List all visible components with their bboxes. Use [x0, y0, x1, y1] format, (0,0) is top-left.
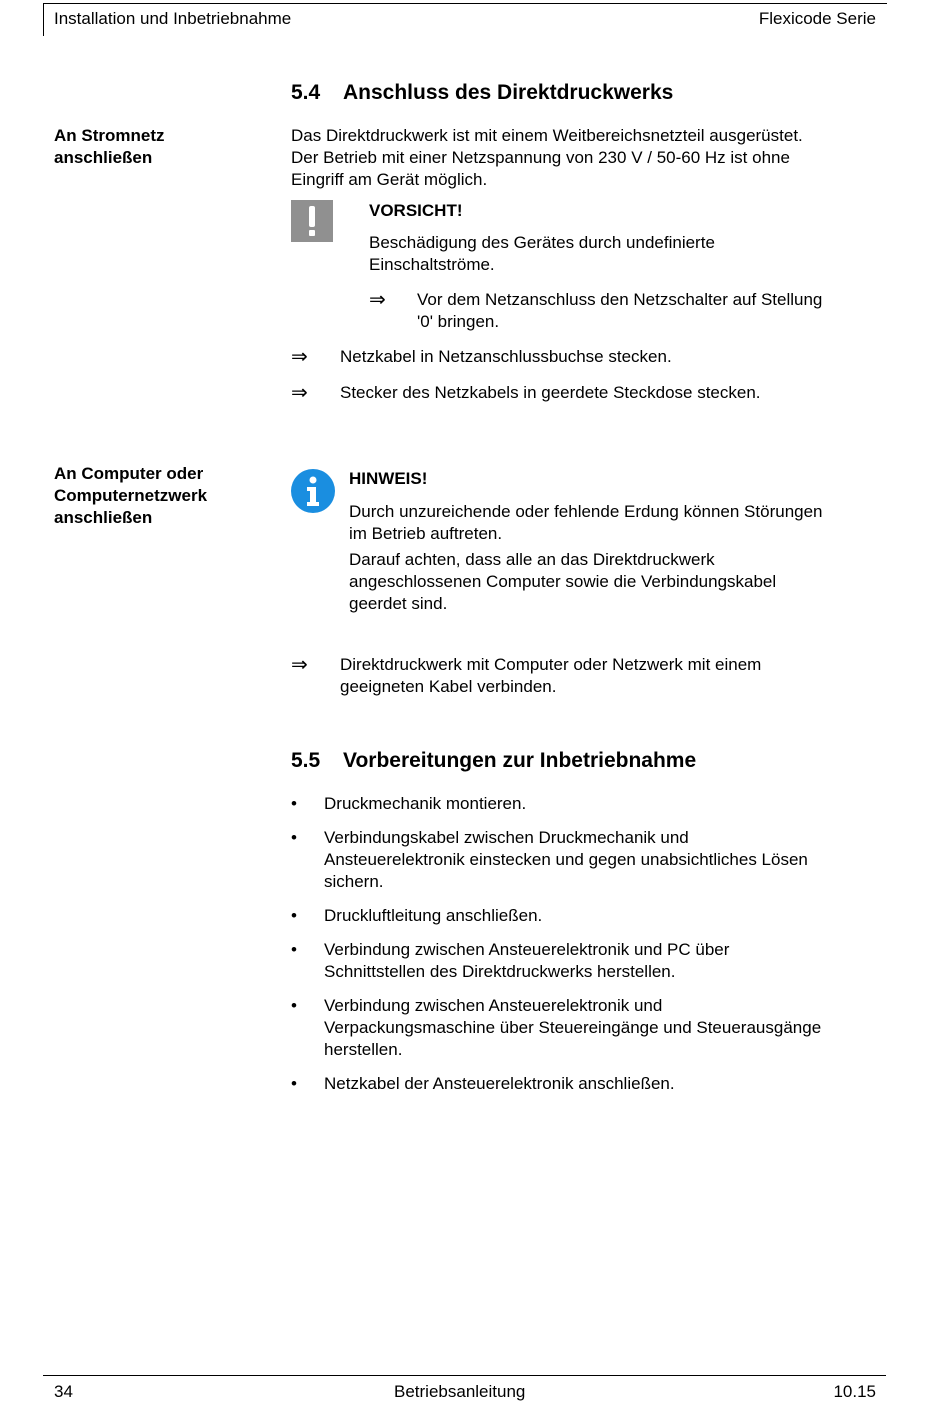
bullet-icon: • — [291, 794, 297, 813]
section-number: 5.5 — [291, 749, 321, 772]
bullet-icon: • — [291, 996, 297, 1015]
section-title: Anschluss des Direktdruckwerks — [343, 81, 674, 104]
note-text-2: Darauf achten, dass alle an das Direktdruckwerk angeschlossenen Computer sowie die Verbindungskabel geerdet sind. — [349, 550, 777, 613]
bullet-icon: • — [291, 828, 297, 847]
footer-version: 10.15 — [833, 1382, 876, 1401]
side-label-power: An Stromnetz anschließen — [54, 126, 165, 167]
power-step-2: ⇒ Stecker des Netzkabels in geerdete Steckdose stecken. — [291, 382, 761, 404]
list-item: • Verbindungskabel zwischen Druckmechanik und Ansteuerelektronik einstecken und gegen unabsichtliches Lösen sichern. — [291, 828, 808, 891]
section-title: Vorbereitungen zur Inbetriebnahme — [343, 749, 697, 772]
list-item: • Verbindung zwischen Ansteuerelektronik und Verpackungsmaschine über Steuereingänge und Steuerausgänge herstellen. — [291, 996, 822, 1059]
note-text-1: Durch unzureichende oder fehlende Erdung können Störungen im Betrieb auftreten. — [349, 502, 823, 543]
bullet-icon: • — [291, 906, 297, 925]
caution-step: ⇒ Vor dem Netzanschluss den Netzschalter auf Stellung '0' bringen. — [369, 289, 823, 331]
section-number: 5.4 — [291, 81, 321, 104]
preparation-list — [291, 793, 881, 1107]
section-heading-5-4 — [291, 80, 673, 106]
header-series-title: Flexicode Serie — [758, 9, 876, 28]
computer-step: ⇒ Direktdruckwerk mit Computer oder Netzwerk mit einem geeigneten Kabel verbinden. — [291, 654, 762, 696]
power-intro-paragraph: Das Direktdruckwerk ist mit einem Weitbereichsnetzteil ausgerüstet. Der Betrieb mit einer Netzspannung von 230 V / 50-60 Hz ist ohne Eingriff am Gerät möglich. — [291, 126, 803, 189]
section-heading-5-5 — [291, 748, 696, 774]
list-item: • Netzkabel der Ansteuerelektronik anschließen. — [291, 1074, 675, 1093]
arrow-icon: ⇒ — [291, 346, 308, 368]
power-step-1: ⇒ Netzkabel in Netzanschlussbuchse stecken. — [291, 346, 672, 368]
bullet-icon: • — [291, 940, 297, 959]
arrow-icon: ⇒ — [291, 654, 308, 676]
info-icon — [291, 469, 335, 513]
side-label-computer: An Computer oder Computernetzwerk anschließen — [54, 464, 208, 527]
footer-document-title: Betriebsanleitung — [394, 1382, 526, 1401]
caution-text: Beschädigung des Gerätes durch undefinierte Einschaltströme. — [369, 233, 715, 274]
caution-heading: VORSICHT! — [369, 201, 463, 220]
note-heading: HINWEIS! — [349, 469, 428, 488]
page-number: 34 — [54, 1382, 73, 1401]
list-item: • Verbindung zwischen Ansteuerelektronik und PC über Schnittstellen des Direktdruckwerks herstellen. — [291, 940, 730, 981]
arrow-icon: ⇒ — [369, 289, 386, 311]
header-chapter-title: Installation und Inbetriebnahme — [54, 9, 292, 28]
footer-rule — [43, 1375, 886, 1376]
warning-icon — [291, 200, 333, 242]
bullet-icon: • — [291, 1074, 297, 1093]
arrow-icon: ⇒ — [291, 382, 308, 404]
list-item: • Druckmechanik montieren. — [291, 794, 527, 813]
list-item: • Druckluftleitung anschließen. — [291, 906, 543, 925]
